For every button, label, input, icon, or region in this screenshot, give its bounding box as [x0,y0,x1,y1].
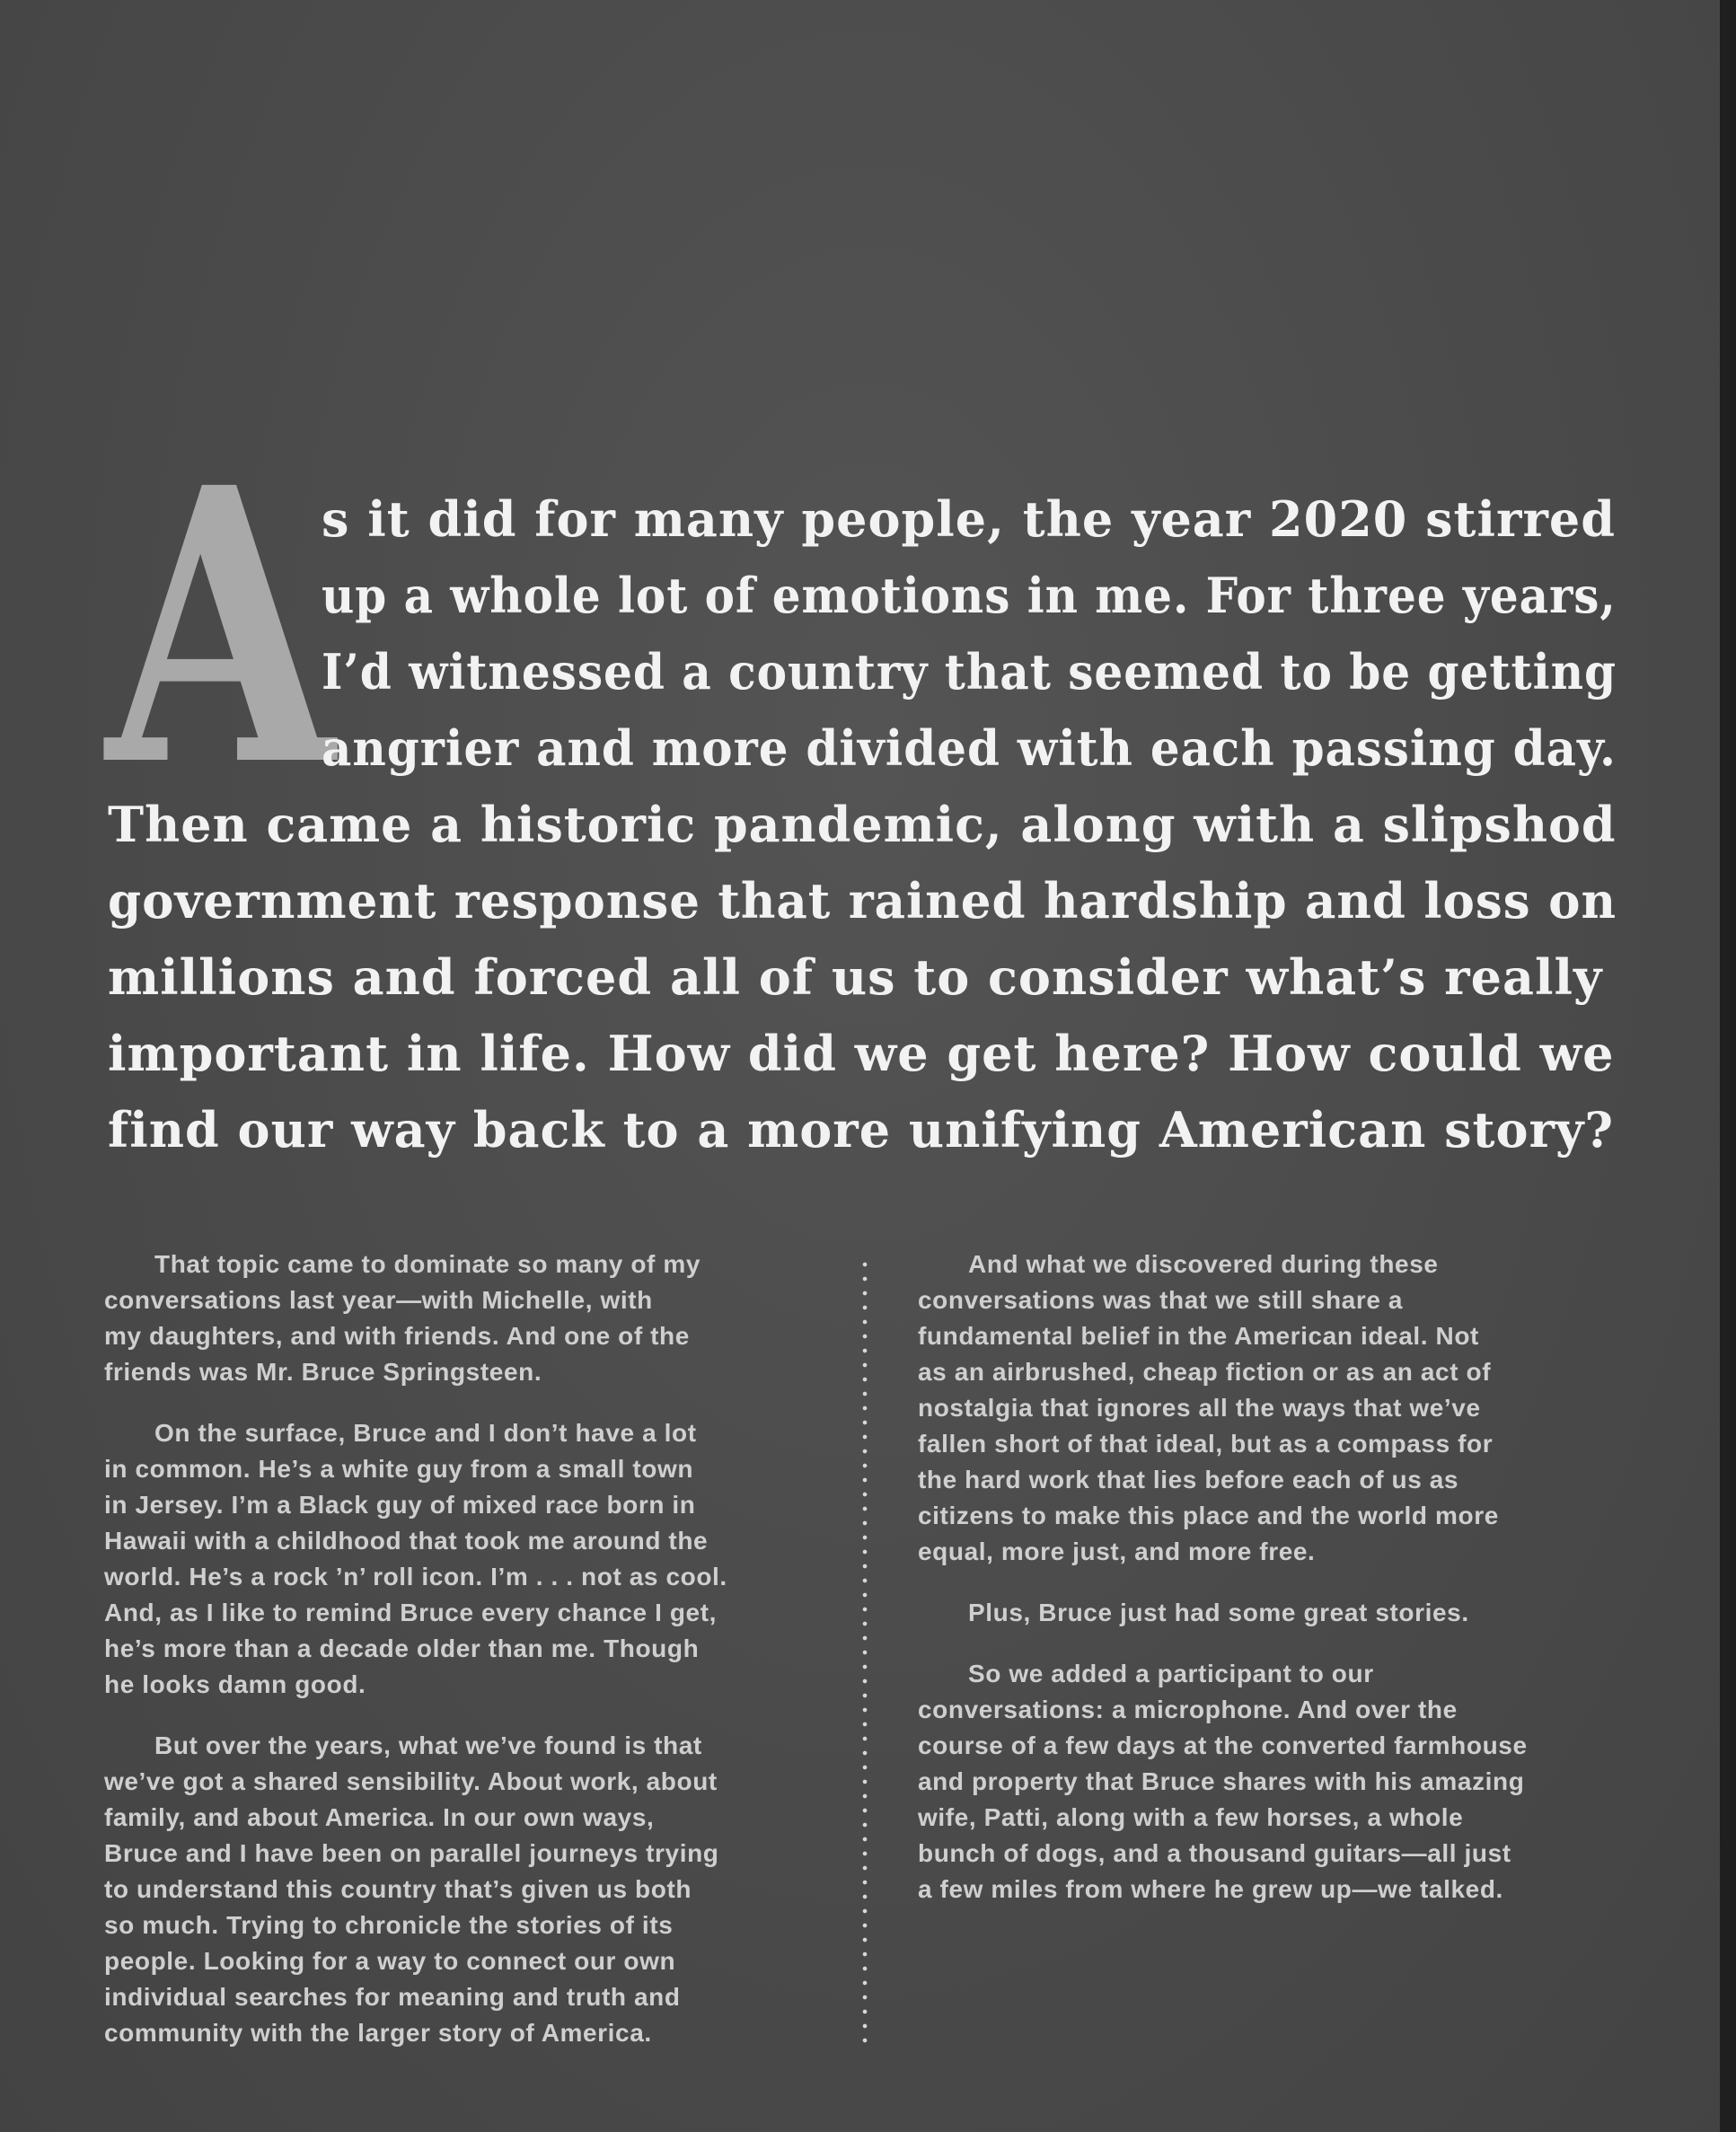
intro-line: angrier and more divided with each passing day. [322,719,1617,777]
text-line: course of a few days at the converted farmhouse [918,1731,1528,1759]
text-line: wife, Patti, along with a few horses, a whole [918,1803,1464,1831]
text-line: in common. He’s a white guy from a small town [104,1455,694,1483]
paragraph [104,1415,823,1703]
paragraph [918,1247,1636,1570]
text-line: equal, more just, and more free. [918,1537,1316,1565]
text-line: as an airbrushed, cheap fiction or as an act of [918,1358,1492,1386]
intro-line: up a whole lot of emotions in me. For three years, [322,567,1617,624]
intro-line: important in life. How did we get here? How could we [108,1025,1615,1082]
text-line: he’s more than a decade older than me. Though [104,1634,700,1662]
text-line: nostalgia that ignores all the ways that we’ve [918,1394,1481,1422]
drop-cap: A [106,407,335,850]
text-line: conversations last year—with Michelle, with [104,1286,653,1314]
text-line: family, and about America. In our own ways, [104,1803,655,1831]
text-line: So we added a participant to our [968,1660,1374,1687]
text-line: a few miles from where he grew up—we talked. [918,1875,1503,1903]
text-line: my daughters, and with friends. And one of the [104,1322,690,1350]
text-line: But over the years, what we’ve found is that [154,1731,702,1759]
intro-line: Then came a historic pandemic, along with a slipshod [108,796,1617,853]
text-line: he looks damn good. [104,1670,366,1698]
paragraph [918,1656,1636,1907]
left-column [104,1247,823,2076]
text-line: people. Looking for a way to connect our own [104,1947,676,1975]
text-line: Bruce and I have been on parallel journeys trying [104,1839,719,1867]
text-line: And what we discovered during these [968,1250,1439,1278]
text-line: friends was Mr. Bruce Springsteen. [104,1358,542,1386]
text-line: community with the larger story of America. [104,2019,652,2047]
text-line: conversations: a microphone. And over the [918,1696,1458,1723]
intro-line: s it did for many people, the year 2020 stirred [322,490,1617,548]
text-line: citizens to make this place and the world more [918,1502,1499,1529]
text-line: fundamental belief in the American ideal. Not [918,1322,1479,1350]
intro-line: find our way back to a more unifying American story? [108,1101,1614,1159]
text-line: Hawaii with a childhood that took me around the [104,1527,709,1555]
text-line: fallen short of that ideal, but as a compass for [918,1430,1494,1458]
paragraph [918,1595,1636,1631]
intro-line: government response that rained hardship and loss on [108,872,1617,929]
text-line: so much. Trying to chronicle the stories of its [104,1911,674,1939]
paragraph [104,1728,823,2051]
right-column [918,1247,1636,1933]
dotted-column-divider [862,1257,868,2048]
paragraph [104,1247,823,1390]
page-edge [1720,0,1736,2132]
intro-line: I’d witnessed a country that seemed to be getting [322,643,1617,700]
text-line: On the surface, Bruce and I don’t have a lot [154,1419,697,1447]
text-line: bunch of dogs, and a thousand guitars—all just [918,1839,1511,1867]
text-line: in Jersey. I’m a Black guy of mixed race born in [104,1491,696,1519]
text-line: conversations was that we still share a [918,1286,1404,1314]
text-line: world. He’s a rock ’n’ roll icon. I’m . . . not as cool. [104,1563,727,1590]
text-line: we’ve got a shared sensibility. About work, about [104,1767,718,1795]
intro-line: millions and forced all of us to consider what’s really [108,948,1603,1006]
text-line: That topic came to dominate so many of my [154,1250,701,1278]
text-line: individual searches for meaning and truth and [104,1983,681,2011]
text-line: Plus, Bruce just had some great stories. [968,1599,1469,1626]
text-line: to understand this country that’s given us both [104,1875,692,1903]
text-line: and property that Bruce shares with his amazing [918,1767,1525,1795]
text-line: And, as I like to remind Bruce every chance I get, [104,1599,718,1626]
text-line: the hard work that lies before each of us as [918,1466,1459,1493]
